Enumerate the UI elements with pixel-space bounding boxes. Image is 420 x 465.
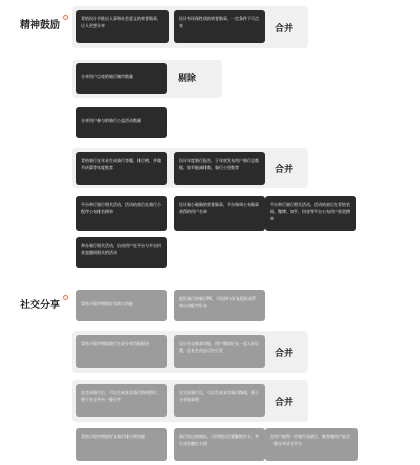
merge-label: 合并	[275, 24, 294, 34]
idea-card[interactable]: 设计有环保性质的荣誉勋章，一定条件下可点亮	[174, 10, 265, 43]
idea-card[interactable]: 设计社交勋章功能，用户邀请好友一起入驻设置，总友在动态可在后发	[174, 335, 265, 368]
section-marker-dot	[63, 295, 68, 300]
idea-card[interactable]: 设计年度骑行报告，于年底发布用户骑行总数据，如节能减排数、骑行公里数等	[174, 152, 265, 185]
idea-card[interactable]: 青桔小程序增加好友助力功能	[76, 290, 167, 321]
section-marker-dot	[63, 15, 68, 20]
merge-label: 合并	[275, 398, 294, 408]
merge-label: 合并	[275, 349, 294, 359]
merge-label: 合并	[275, 165, 294, 175]
section-title-social-share: 社交分享	[20, 300, 60, 311]
idea-card[interactable]: 平台举行骑行相关活动，活动结束后在青桔官网、微博、知乎、抖音等平台公布用户获奖榜单	[265, 196, 356, 231]
idea-card[interactable]: 青桔设计节推出人事和社会意义的荣誉勋章，让人更想分享	[76, 10, 169, 43]
idea-card[interactable]: 青桔小程序增加好友骑行排行榜功能	[76, 428, 167, 461]
idea-card[interactable]: 举办骑行相关活动，启动用户在平台与平台抖音直播间相关的活动	[76, 237, 167, 268]
idea-card[interactable]: 平台举行骑行相关活动，活动结束后在骑行小程序公布排名榜单	[76, 196, 167, 231]
idea-card[interactable]: 设计骑小勋勋的荣誉勋章，平台每周公布勋章获得的用户名单	[174, 196, 265, 231]
idea-card[interactable]: 分享用户点亮的骑行城市数量	[76, 63, 167, 94]
idea-card[interactable]: 在完成骑行后，可以生成本次骑行路线图片，便于社交平台一键分享	[76, 384, 167, 417]
idea-card[interactable]: 骑行结过的地标，可用相应位置解锁打卡，并生成有趣打卡图	[174, 428, 265, 461]
idea-card[interactable]: 在完成骑行后，可以生成本次骑行路线，便于分享勋章图	[174, 384, 265, 417]
idea-card[interactable]: 提队骑行时骑行PK，可选择与好友组队或系统自动配对队友	[174, 290, 265, 321]
idea-card[interactable]: 青桔小程序增加骑行生成分享功能板块	[76, 335, 167, 368]
idea-card[interactable]: 在用户取得一定骑行成就后，推荐邀用户是否一键分享社交平台	[265, 428, 358, 461]
idea-card[interactable]: 分享用户参与的骑行公益活动数量	[76, 107, 167, 138]
idea-card[interactable]: 青桔骑行在年末生成骑行答题、排行榜，并做节庆篇等年度推荐	[76, 152, 167, 185]
section-title-encouragement: 精神鼓励	[20, 20, 60, 31]
remove-label: 剔除	[178, 74, 197, 84]
